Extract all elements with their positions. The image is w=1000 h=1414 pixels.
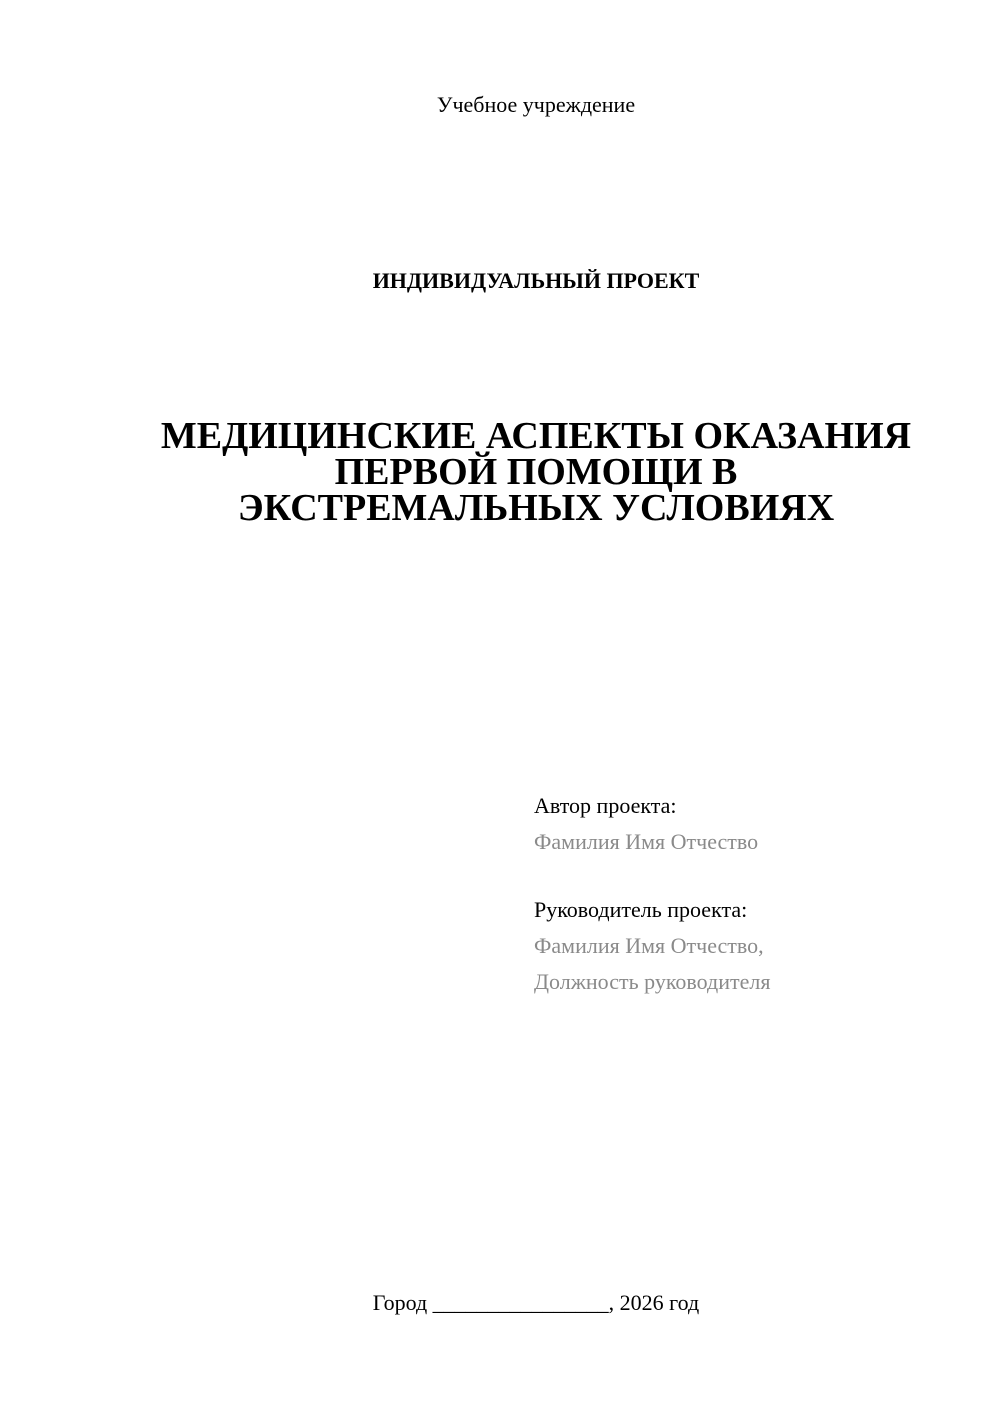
supervisor-position: Должность руководителя (534, 969, 771, 994)
project-title-line-2: ПЕРВОЙ ПОМОЩИ В (334, 451, 738, 493)
project-title-line-3: ЭКСТРЕМАЛЬНЫХ УСЛОВИЯХ (237, 487, 835, 529)
institution-name: Учебное учреждение (436, 92, 636, 117)
credits-spacer (534, 860, 974, 892)
credits-block (534, 788, 974, 1000)
author-name: Фамилия Имя Отчество (534, 829, 759, 854)
project-type-heading: ИНДИВИДУАЛЬНЫЙ ПРОЕКТ (372, 268, 700, 293)
city-year-line: Город ________________, 2026 год (372, 1290, 700, 1315)
project-title (120, 415, 952, 529)
supervisor-name: Фамилия Имя Отчество, (534, 933, 764, 958)
project-title-line-1: МЕДИЦИНСКИЕ АСПЕКТЫ ОКАЗАНИЯ (160, 415, 912, 457)
author-label: Автор проекта: (534, 793, 677, 818)
supervisor-label: Руководитель проекта: (534, 897, 748, 922)
